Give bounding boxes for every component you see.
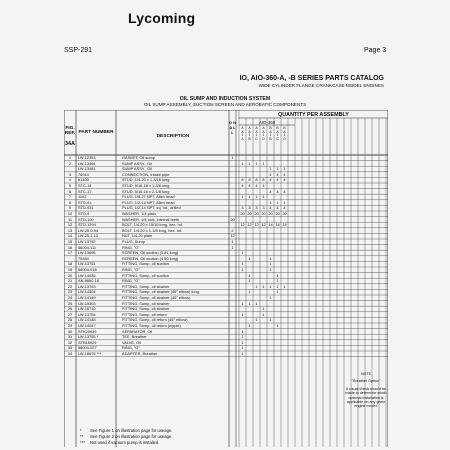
fig-ref-cell: 34 xyxy=(67,351,73,356)
qty-cell: 12 xyxy=(261,222,266,228)
part-number-cell: AN-6660-16 xyxy=(78,278,99,284)
description-cell: SUMP ASSY., Oil xyxy=(122,160,152,166)
fig-ref-cell: 19 xyxy=(67,267,73,272)
description-cell: FITTING, Sump, oil strainer (45° elbow) long xyxy=(122,289,199,295)
part-number-header: PART NUMBER xyxy=(78,130,114,135)
qty-cell: 1 xyxy=(283,166,286,172)
note-name: "Breather Option" xyxy=(351,379,381,384)
footnote-text: See Figure 1 on illustration page for useage. xyxy=(90,428,173,433)
fig-ref-cell: 5 xyxy=(68,183,72,188)
catalog-title: IO, AIO-360-A, -B SERIES PARTS CATALOG xyxy=(239,75,384,82)
qty-cell: 1 xyxy=(276,289,279,295)
description-cell: FITTING, Sump, oil suction xyxy=(122,261,169,267)
qty-cell: 1 xyxy=(269,317,272,323)
qty-cell: 3 xyxy=(262,205,265,211)
fig-ref-cell: 29 xyxy=(67,323,73,328)
on-all-qty-cell: 20 xyxy=(230,216,235,222)
qty-cell: 8 xyxy=(248,177,251,183)
part-number-cell: STC-14 xyxy=(78,183,92,188)
qty-cell: 4 xyxy=(276,171,279,177)
fig-ref-cell: 17 xyxy=(67,250,73,256)
part-number-cell: 56004-027 xyxy=(78,345,97,351)
qty-cell: 4 xyxy=(283,205,286,211)
description-cell: BOLT, 1/4-20 x 1-1/8 long, hex. hd. xyxy=(122,227,183,233)
qty-cell: 1 xyxy=(255,283,258,289)
part-number-cell: LW-25-1.13 xyxy=(78,233,98,239)
part-number-cell: LW-15393 xyxy=(78,300,96,306)
fig-ref-cell: 11 xyxy=(67,216,73,222)
qty-cell: 1 xyxy=(241,160,244,166)
note-title: NOTE xyxy=(360,372,372,376)
description-cell: SUMP ASSY., Oil xyxy=(122,166,152,172)
model-letter-header: A A 1 D xyxy=(262,126,265,141)
catalog-subtitle: WIDE CYLINDER FLANGE CRANKCASE MODEL ENGINES xyxy=(258,83,384,88)
qty-cell: 1 xyxy=(241,351,244,356)
qty-cell: 1 xyxy=(248,194,251,200)
document-id: SSP-291 xyxy=(64,47,93,54)
part-number-cell: LW-13752 xyxy=(78,239,96,244)
qty-cell: 1 xyxy=(276,283,279,289)
part-number-cell: LW-16710 xyxy=(78,306,96,312)
model-letter-header: B A 1 D xyxy=(283,126,286,141)
fig-ref-cell: 20 xyxy=(67,272,73,278)
part-number-cell: LW-12353 xyxy=(78,155,96,160)
qty-cell: 1 xyxy=(248,289,251,295)
fig-ref-cell: 22 xyxy=(67,283,73,289)
quantity-header: QUANTITY PER ASSEMBLY xyxy=(278,112,349,118)
footnote-mark: ** xyxy=(80,434,84,439)
fig-ref-cell: 9 xyxy=(68,205,72,211)
qty-cell: 12 xyxy=(240,222,245,228)
part-number-cell: STD-100 xyxy=(78,216,94,222)
description-cell: STUD, 1/4-20 x 1-3/16 long xyxy=(122,177,170,183)
model-letter-header: B A 1 C xyxy=(276,126,279,141)
parts-table xyxy=(64,110,388,447)
footnote xyxy=(80,440,159,445)
qty-cell: 1 xyxy=(241,194,244,200)
part-number-cell: LW-14304 xyxy=(78,289,96,295)
part-number-cell: LW-14148 xyxy=(78,317,96,323)
fig-ref-cell: 10 xyxy=(67,211,73,216)
description-cell: CONNECTION, Intake pipe xyxy=(122,171,170,177)
part-number-cell: 78914 xyxy=(78,171,89,177)
qty-cell: 20 xyxy=(247,211,252,216)
description-cell: PLUG, 1/2-14 NPT, Allen head xyxy=(122,199,175,205)
part-number-cell: LW-13481 xyxy=(78,166,96,172)
qty-cell: 14 xyxy=(268,222,273,228)
qty-cell: 20 xyxy=(282,211,287,216)
description-cell: STUD, 5/16-18 x 2-1/8 long xyxy=(122,188,170,194)
on-all-qty-cell: 1 xyxy=(231,155,234,160)
description-cell: RING, "O" xyxy=(122,244,140,250)
description-cell: GASKET, Oil sump xyxy=(122,155,155,160)
on-all-qty-cell: 12 xyxy=(230,233,235,239)
qty-cell: 4 xyxy=(283,171,286,177)
fig-ref-cell: 21 xyxy=(67,278,73,284)
part-number-cell: STD-1294 xyxy=(78,222,96,228)
fig-number: 34A xyxy=(65,141,75,147)
description-cell: WASHER, 1/4 lock, internal teeth xyxy=(122,216,180,222)
part-number-cell: STB16929 xyxy=(78,339,97,345)
qty-cell: 1 xyxy=(262,306,265,312)
qty-cell: 1 xyxy=(248,323,251,328)
qty-cell: 3 xyxy=(248,205,251,211)
fig-ref-cell: 28 xyxy=(67,317,73,323)
description-cell: TEE, Breather xyxy=(122,334,147,340)
fig-ref-cell: 24 xyxy=(67,295,73,300)
model-letter-header: A A 1 C xyxy=(255,126,258,141)
fig-ref-cell: 12 xyxy=(67,222,73,228)
description-cell: FITTING, Sump, oil strainer xyxy=(122,300,170,306)
qty-cell: 1 xyxy=(248,300,251,306)
qty-cell: 4 xyxy=(276,188,279,194)
qty-cell: 4 xyxy=(283,177,286,183)
part-number-cell: LW-14149 xyxy=(78,295,96,300)
fig-ref-cell: 27 xyxy=(67,311,73,317)
qty-cell: 1 xyxy=(255,300,258,306)
footnote-mark: *** xyxy=(80,440,85,445)
description-cell: ADAPTER, Breather xyxy=(122,351,158,356)
qty-cell: 1 xyxy=(241,334,244,340)
brand-logo-text: Lycoming xyxy=(128,10,196,26)
fig-ref-cell: 32 xyxy=(67,339,73,345)
fig-ref-cell: 16 xyxy=(67,244,73,250)
description-cell: FITTING, Sump, oil return (45° elbow) xyxy=(122,317,188,323)
description-cell: FITTING, Sump, oil strainer (45° elbow) xyxy=(122,295,191,300)
section-subtitle: OIL SUMP ASSEMBLY, SUCTION SCREEN AND AEROBATIC COMPONENTS xyxy=(143,102,307,107)
qty-cell: 1 xyxy=(276,199,279,205)
on-all-qty-cell: 2 xyxy=(231,227,234,233)
qty-cell: 1 xyxy=(276,166,279,172)
qty-cell: 20 xyxy=(261,211,266,216)
fig-ref-cell: 1 xyxy=(68,155,72,160)
part-number-cell: LW-13696 xyxy=(78,250,96,256)
part-number-cell: 1102 xyxy=(78,194,87,200)
qty-cell: 1 xyxy=(269,283,272,289)
note-text: A visual check should be made to determine which optional installation is applicable on any given engine model. xyxy=(345,386,387,409)
qty-cell: 3 xyxy=(255,205,258,211)
description-cell: VALVE, Oil xyxy=(122,339,141,345)
qty-cell: 20 xyxy=(268,211,273,216)
description-cell: SCREEN, Oil suction (3.81 long) xyxy=(122,250,179,256)
description-cell: RING, "O" xyxy=(122,267,140,272)
qty-cell: 1 xyxy=(276,278,279,284)
qty-cell: 1 xyxy=(262,311,265,317)
part-number-cell: STC-17 xyxy=(78,188,92,194)
part-number-cell: 56004-018 xyxy=(78,267,97,272)
qty-cell: 1 xyxy=(283,199,286,205)
qty-cell: 4 xyxy=(269,188,272,194)
part-number-cell: LW-14247 xyxy=(78,323,96,328)
qty-cell: 20 xyxy=(275,211,280,216)
section-title: OIL SUMP AND INDUCTION SYSTEM xyxy=(179,96,271,102)
part-number-cell: 61400 xyxy=(78,177,89,183)
part-number-cell: LW-13464 xyxy=(78,160,96,166)
qty-cell: 1 xyxy=(241,300,244,306)
qty-cell: 20 xyxy=(254,211,259,216)
qty-cell: 1 xyxy=(248,272,251,278)
qty-cell: 1 xyxy=(283,283,286,289)
qty-cell: 1 xyxy=(255,194,258,200)
fig-ref-cell: 2 xyxy=(68,160,72,166)
model-header: AIO-360 xyxy=(258,120,276,125)
qty-cell: 4 xyxy=(269,205,272,211)
part-number-cell: LW-13753 xyxy=(78,283,96,289)
on-all-qty-cell: 1 xyxy=(231,239,234,244)
fig-ref-cell: 8 xyxy=(68,199,72,205)
part-number-cell: LW-13751 xyxy=(78,261,96,267)
fig-ref-cell: 4 xyxy=(68,177,72,183)
qty-cell: 12 xyxy=(247,222,252,228)
description-header: DESCRIPTION xyxy=(156,134,190,139)
qty-cell: 4 xyxy=(269,171,272,177)
qty-cell: 1 xyxy=(241,261,244,267)
fig-ref-cell: 6 xyxy=(68,188,72,194)
qty-cell: 4 xyxy=(283,188,286,194)
qty-cell: 1 xyxy=(248,255,251,261)
fig-ref-cell: 18 xyxy=(67,261,73,267)
fig-ref-cell: 26 xyxy=(67,306,73,312)
description-cell: PLUG, Sump xyxy=(122,239,145,244)
qty-cell: 1 xyxy=(276,323,279,328)
description-cell: STUD, 5/16-18 x 1-3/8 long xyxy=(122,183,170,188)
qty-cell: 4 xyxy=(276,205,279,211)
qty-cell: 1 xyxy=(269,199,272,205)
on-all-header: O N A L L xyxy=(229,120,236,135)
description-cell: FITTING, Sump, oil return xyxy=(122,311,167,317)
qty-cell: 1 xyxy=(241,267,244,272)
qty-cell: 1 xyxy=(262,194,265,200)
description-cell: BOLT, 1/4-20 x 15/16 long, hex. hd. xyxy=(122,222,183,228)
part-number-cell: STD-9 xyxy=(78,211,90,216)
description-cell: WASHER, 1/4 plain xyxy=(122,211,156,216)
part-number-cell: LW-14035 xyxy=(78,272,96,278)
description-cell: RING, "O" xyxy=(122,345,140,351)
qty-cell: 1 xyxy=(241,339,244,345)
qty-cell: 14 xyxy=(282,222,287,228)
footnote-text: Not used if vacuum pump is installed. xyxy=(90,440,160,445)
model-letter-header: A A 1 B xyxy=(248,126,251,141)
description-cell: PLUG, 1/2-14 NPT, sq. hd., drilled xyxy=(122,205,181,211)
description-cell: NUT, 1/4-20 plain xyxy=(122,233,153,239)
fig-ref-cell: 33 xyxy=(67,345,73,351)
qty-cell: 4 xyxy=(248,183,251,188)
fig-ref-cell: 31 xyxy=(67,334,73,340)
model-letter-header: B A 1 B xyxy=(269,126,272,141)
qty-cell: 8 xyxy=(241,177,244,183)
qty-cell: 1 xyxy=(241,328,244,334)
qty-cell: 1 xyxy=(269,295,272,300)
part-number-cell: LW-25-0.94 xyxy=(78,227,98,233)
qty-cell: 1 xyxy=(262,283,265,289)
qty-cell: 1 xyxy=(269,267,272,272)
qty-cell: 1 xyxy=(241,250,244,256)
qty-cell: 1 xyxy=(248,278,251,284)
qty-cell: 1 xyxy=(276,272,279,278)
fig-ref-cell: 15 xyxy=(67,239,73,244)
footnote xyxy=(80,434,172,439)
qty-cell: 1 xyxy=(255,317,258,323)
part-number-cell: LW-13755 * xyxy=(78,334,99,340)
fig-ref-cell: 14 xyxy=(67,233,73,239)
fig-ref-cell: 3 xyxy=(68,171,72,177)
fig-ref-cell: 30 xyxy=(67,328,73,334)
qty-cell: 3 xyxy=(241,205,244,211)
on-all-qty-cell: 1 xyxy=(231,244,234,250)
qty-cell: 1 xyxy=(269,255,272,261)
page-number: Page 3 xyxy=(364,47,387,54)
model-letter-header: A A 1 A xyxy=(241,126,244,141)
description-cell: SCREEN, Oil suction (4.50 long) xyxy=(122,255,179,261)
description-cell: FITTING, Sump, oil return (nipple) xyxy=(122,323,181,328)
qty-cell: 1 xyxy=(269,261,272,267)
qty-cell: 1 xyxy=(255,160,258,166)
footnote-mark: * xyxy=(80,428,82,433)
description-cell: PLUG, 1/8-27 NPT, Allen head xyxy=(122,194,175,200)
qty-cell: 14 xyxy=(275,222,280,228)
breather-note xyxy=(344,372,388,409)
part-number-cell: 56004-111 xyxy=(78,244,97,250)
fig-ref-cell: 7 xyxy=(68,194,72,200)
qty-cell: 1 xyxy=(262,160,265,166)
part-number-cell: LW-16676 *** xyxy=(78,351,102,356)
qty-cell: 4 xyxy=(262,183,265,188)
fig-ref-cell: 25 xyxy=(67,300,73,306)
description-cell: SEPARATOR, Oil xyxy=(122,328,153,334)
qty-cell: 20 xyxy=(240,211,245,216)
description-cell: FITTING, Sump, oil strainer xyxy=(122,283,170,289)
part-number-cell: LW-13754 xyxy=(78,311,96,317)
qty-cell: 4 xyxy=(241,183,244,188)
qty-cell: 4 xyxy=(255,183,258,188)
qty-cell: 8 xyxy=(262,177,265,183)
footnote-text: See Figure 2 on illustration page for useage. xyxy=(90,434,173,439)
qty-cell: 4 xyxy=(269,177,272,183)
description-cell: RING, "O" xyxy=(122,278,140,284)
part-number-cell: STD-91 xyxy=(78,199,92,205)
part-number-cell: 75484 xyxy=(78,255,89,261)
fig-ref-cell: 13 xyxy=(67,227,73,233)
qty-cell: 12 xyxy=(254,222,259,228)
table-row xyxy=(64,351,388,357)
qty-cell: 8 xyxy=(255,177,258,183)
footnote xyxy=(80,428,172,433)
qty-cell: 1 xyxy=(241,311,244,317)
qty-cell: 1 xyxy=(241,345,244,351)
part-number-cell: STD-931 xyxy=(78,205,94,211)
qty-cell: 1 xyxy=(269,166,272,172)
qty-cell: 1 xyxy=(248,160,251,166)
description-cell: FITTING, Sump, oil suction xyxy=(122,272,169,278)
fig-ref-cell: 23 xyxy=(67,289,73,295)
description-cell: FITTING, Sump, oil strainer xyxy=(122,306,170,312)
fig-ref-header: FIG. REF. xyxy=(64,126,76,137)
qty-cell: 4 xyxy=(276,177,279,183)
part-number-cell: STK20939 xyxy=(78,328,97,334)
